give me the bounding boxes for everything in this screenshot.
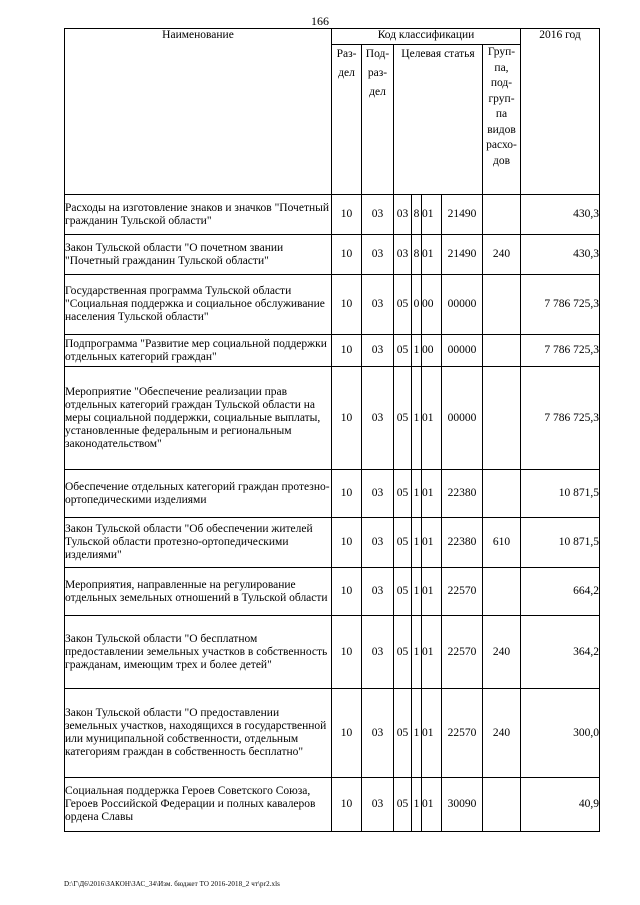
row-target-event: 00 [422,335,442,367]
table-row [65,518,600,568]
row-target-direction: 22380 [442,470,483,518]
row-target-direction: 21490 [442,235,483,275]
row-target-program: 03 [394,195,412,235]
header-subsection: Под- раз- дел [362,45,394,195]
table-row [65,470,600,518]
row-name: Закон Тульской области "О предоставлении земельных участков, находящихся в государственной или муниципальной собственности, отдельным категориям граждан в собственность бесплатно" [65,689,332,778]
row-amount-2016: 430,3 [521,195,600,235]
table-row [65,335,600,367]
row-subsection: 03 [362,616,394,689]
row-section: 10 [332,367,362,470]
row-section: 10 [332,470,362,518]
row-expense-group [483,275,521,335]
row-target-program: 05 [394,275,412,335]
row-target-program: 03 [394,235,412,275]
row-section: 10 [332,275,362,335]
row-target-program: 05 [394,470,412,518]
row-target-direction: 30090 [442,778,483,832]
row-subsection: 03 [362,470,394,518]
row-target-subprogram: 1 [412,689,422,778]
row-target-direction: 22570 [442,689,483,778]
row-target-direction: 22380 [442,518,483,568]
row-section: 10 [332,195,362,235]
table-row [65,778,600,832]
row-target-direction: 00000 [442,275,483,335]
row-expense-group [483,367,521,470]
row-target-event: 01 [422,568,442,616]
row-expense-group [483,195,521,235]
row-target-direction: 21490 [442,195,483,235]
row-name: Закон Тульской области "О бесплатном предоставлении земельных участков в собственность гражданам, имеющим трех и более детей" [65,616,332,689]
row-target-program: 05 [394,568,412,616]
row-subsection: 03 [362,778,394,832]
header-name: Наименование [65,29,332,195]
row-expense-group: 610 [483,518,521,568]
table-row [65,275,600,335]
row-target-program: 05 [394,335,412,367]
row-subsection: 03 [362,689,394,778]
row-amount-2016: 430,3 [521,235,600,275]
row-name: Мероприятие "Обеспечение реализации прав отдельных категорий граждан Тульской области на меры социальной поддержки, социальные выплаты, установленные федеральным и региональным законодательством" [65,367,332,470]
row-section: 10 [332,568,362,616]
row-amount-2016: 40,9 [521,778,600,832]
row-section: 10 [332,518,362,568]
row-amount-2016: 300,0 [521,689,600,778]
row-target-event: 01 [422,195,442,235]
row-expense-group [483,778,521,832]
row-subsection: 03 [362,568,394,616]
table-row [65,689,600,778]
row-expense-group: 240 [483,689,521,778]
header-expense-group: Груп- па, под- груп- па видов расхо- дов [483,45,521,195]
row-target-event: 01 [422,778,442,832]
header-target-article: Целевая статья [394,45,483,195]
table-row [65,195,600,235]
table-row [65,568,600,616]
row-target-subprogram: 0 [412,275,422,335]
row-expense-group [483,335,521,367]
row-name: Расходы на изготовление знаков и значков "Почетный гражданин Тульской области" [65,195,332,235]
row-amount-2016: 7 786 725,3 [521,275,600,335]
row-target-subprogram: 1 [412,367,422,470]
row-section: 10 [332,778,362,832]
row-name: Закон Тульской области "О почетном звании "Почетный гражданин Тульской области" [65,235,332,275]
row-target-program: 05 [394,367,412,470]
row-section: 10 [332,689,362,778]
row-amount-2016: 10 871,5 [521,518,600,568]
table-row [65,616,600,689]
row-target-direction: 22570 [442,568,483,616]
row-target-subprogram: 1 [412,470,422,518]
row-name: Мероприятия, направленные на регулирование отдельных земельных отношений в Тульской области [65,568,332,616]
row-section: 10 [332,335,362,367]
row-target-subprogram: 1 [412,518,422,568]
table-row [65,367,600,470]
row-subsection: 03 [362,195,394,235]
row-name: Социальная поддержка Героев Советского Союза, Героев Российской Федерации и полных кавалеров ордена Славы [65,778,332,832]
header-classification-code: Код классификации [332,29,521,45]
row-subsection: 03 [362,275,394,335]
row-name: Обеспечение отдельных категорий граждан протезно-ортопедическими изделиями [65,470,332,518]
row-name: Подпрограмма "Развитие мер социальной поддержки отдельных категорий граждан" [65,335,332,367]
row-target-event: 00 [422,275,442,335]
row-subsection: 03 [362,335,394,367]
row-target-subprogram: 1 [412,335,422,367]
row-target-subprogram: 8 [412,235,422,275]
row-amount-2016: 10 871,5 [521,470,600,518]
row-target-subprogram: 8 [412,195,422,235]
row-amount-2016: 7 786 725,3 [521,367,600,470]
row-name: Закон Тульской области "Об обеспечении жителей Тульской области протезно-ортопедическими изделиями" [65,518,332,568]
row-target-event: 01 [422,616,442,689]
file-path-footer: D:\Г\Д6\2016\ЗАКОН\ЗАС_34\Изм. бюджет ТО 2016-2018_2 чт\pr2.xls [64,880,280,888]
table-row [65,235,600,275]
row-expense-group [483,568,521,616]
row-target-event: 01 [422,689,442,778]
row-target-program: 05 [394,689,412,778]
row-amount-2016: 7 786 725,3 [521,335,600,367]
row-subsection: 03 [362,367,394,470]
row-subsection: 03 [362,518,394,568]
row-target-program: 05 [394,616,412,689]
page-number: 166 [311,14,329,28]
row-name: Государственная программа Тульской области "Социальная поддержка и социальное обслуживание населения Тульской области" [65,275,332,335]
row-target-event: 01 [422,518,442,568]
row-section: 10 [332,235,362,275]
row-target-subprogram: 1 [412,778,422,832]
row-target-direction: 00000 [442,367,483,470]
row-expense-group: 240 [483,616,521,689]
row-target-direction: 22570 [442,616,483,689]
row-amount-2016: 664,2 [521,568,600,616]
header-year-2016: 2016 год [521,29,600,195]
header-section: Раз- дел [332,45,362,195]
budget-table [64,28,600,832]
row-target-event: 01 [422,235,442,275]
row-section: 10 [332,616,362,689]
row-target-event: 01 [422,367,442,470]
row-target-program: 05 [394,518,412,568]
row-target-direction: 00000 [442,335,483,367]
row-expense-group [483,470,521,518]
row-subsection: 03 [362,235,394,275]
row-target-subprogram: 1 [412,568,422,616]
row-target-program: 05 [394,778,412,832]
row-amount-2016: 364,2 [521,616,600,689]
row-expense-group: 240 [483,235,521,275]
row-target-event: 01 [422,470,442,518]
table-body [65,195,600,832]
row-target-subprogram: 1 [412,616,422,689]
